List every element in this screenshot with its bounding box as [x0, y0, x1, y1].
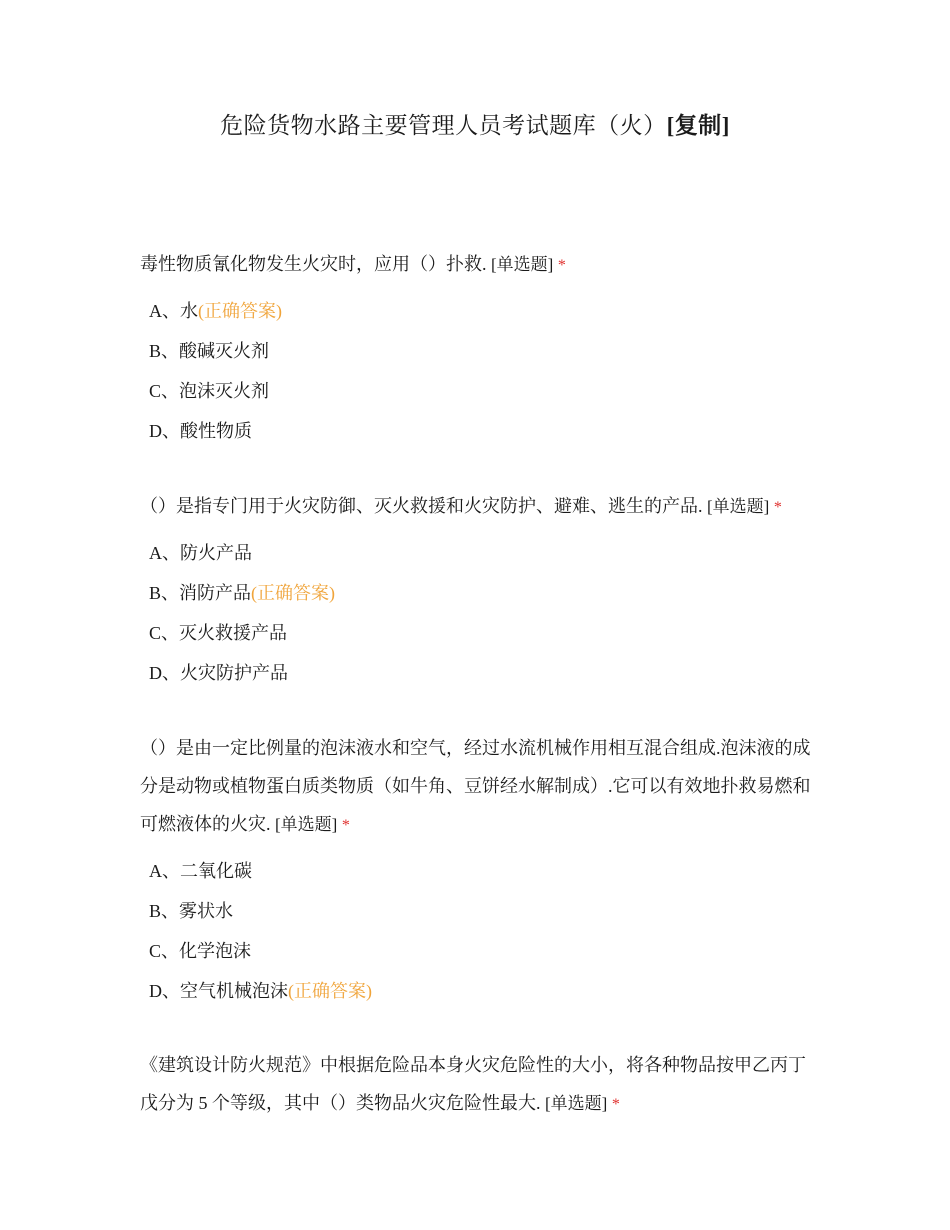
option-text: 酸性物质 [180, 421, 252, 441]
option-b[interactable] [140, 331, 820, 371]
required-mark: * [557, 257, 566, 274]
question-2 [140, 487, 820, 693]
option-separator: 、 [162, 861, 180, 881]
option-separator: 、 [161, 583, 180, 603]
option-c[interactable] [140, 371, 820, 411]
option-c[interactable] [140, 931, 820, 971]
question-text: 《建筑设计防火规范》中根据危险品本身火灾危险性的大小，将各种物品按甲乙丙丁戊分为 5 个等级，其中（）类物品火灾危险性最大. [140, 1055, 806, 1113]
page-title [0, 110, 950, 142]
option-text: 酸碱灭火剂 [179, 341, 270, 361]
option-text: 二氧化碳 [180, 861, 252, 881]
option-a[interactable] [140, 851, 820, 891]
question-stem [140, 729, 820, 845]
required-mark: * [341, 817, 350, 834]
option-text: 消防产品 [179, 583, 252, 603]
copy-tag: [复制] [666, 113, 730, 138]
option-letter: D [149, 421, 162, 441]
option-separator: 、 [162, 981, 180, 1001]
correct-answer-tag: (正确答案) [198, 301, 282, 321]
option-a[interactable] [140, 533, 820, 573]
option-letter: A [149, 861, 162, 881]
question-stem [140, 1046, 820, 1124]
option-separator: 、 [162, 663, 180, 683]
question-1 [140, 245, 820, 451]
option-letter: C [149, 381, 162, 401]
option-list [140, 533, 820, 693]
option-d[interactable] [140, 653, 820, 693]
option-text: 化学泡沫 [179, 941, 252, 961]
option-separator: 、 [161, 623, 180, 643]
option-list [140, 851, 820, 1011]
option-text: 防火产品 [180, 543, 252, 563]
option-letter: C [149, 941, 162, 961]
option-d[interactable] [140, 411, 820, 451]
question-text: （）是由一定比例量的泡沫液水和空气，经过水流机械作用相互混合组成.泡沫液的成分是动物或植物蛋白质类物质（如牛角、豆饼经水解制成）.它可以有效地扑救易燃和可燃液体的火灾. [140, 738, 811, 834]
option-d[interactable] [140, 971, 820, 1011]
question-type: [单选题] [275, 815, 338, 834]
option-text: 灭火救援产品 [179, 623, 288, 643]
option-letter: D [149, 663, 162, 683]
option-a[interactable] [140, 291, 820, 331]
option-letter: A [149, 543, 162, 563]
title-text: 危险货物水路主要管理人员考试题库（火） [220, 113, 667, 138]
required-mark: * [611, 1096, 620, 1113]
option-separator: 、 [161, 941, 180, 961]
option-separator: 、 [161, 901, 180, 921]
correct-answer-tag: (正确答案) [288, 981, 372, 1001]
question-type: [单选题] [707, 497, 770, 516]
option-text: 空气机械泡沫 [180, 981, 288, 1001]
option-letter: D [149, 981, 162, 1001]
option-letter: C [149, 623, 162, 643]
question-4 [140, 1046, 820, 1124]
option-letter: A [149, 301, 162, 321]
option-b[interactable] [140, 573, 820, 613]
question-stem [140, 245, 820, 285]
option-c[interactable] [140, 613, 820, 653]
option-letter: B [149, 341, 162, 361]
question-type: [单选题] [491, 255, 554, 274]
option-separator: 、 [162, 301, 180, 321]
correct-answer-tag: (正确答案) [251, 583, 336, 603]
question-type: [单选题] [545, 1094, 608, 1113]
option-separator: 、 [161, 381, 180, 401]
required-mark: * [773, 499, 782, 516]
option-list [140, 291, 820, 451]
question-text: 毒性物质氰化物发生火灾时，应用（）扑救. [140, 254, 487, 274]
question-text: （）是指专门用于火灾防御、灭火救援和火灾防护、避难、逃生的产品. [140, 496, 703, 516]
question-stem [140, 487, 820, 527]
option-text: 水 [180, 301, 198, 321]
option-letter: B [149, 901, 162, 921]
option-letter: B [149, 583, 162, 603]
option-b[interactable] [140, 891, 820, 931]
option-text: 泡沫灭火剂 [179, 381, 270, 401]
option-text: 雾状水 [179, 901, 234, 921]
option-separator: 、 [161, 341, 180, 361]
option-separator: 、 [162, 421, 180, 441]
option-text: 火灾防护产品 [180, 663, 288, 683]
question-3 [140, 729, 820, 1011]
option-separator: 、 [162, 543, 180, 563]
